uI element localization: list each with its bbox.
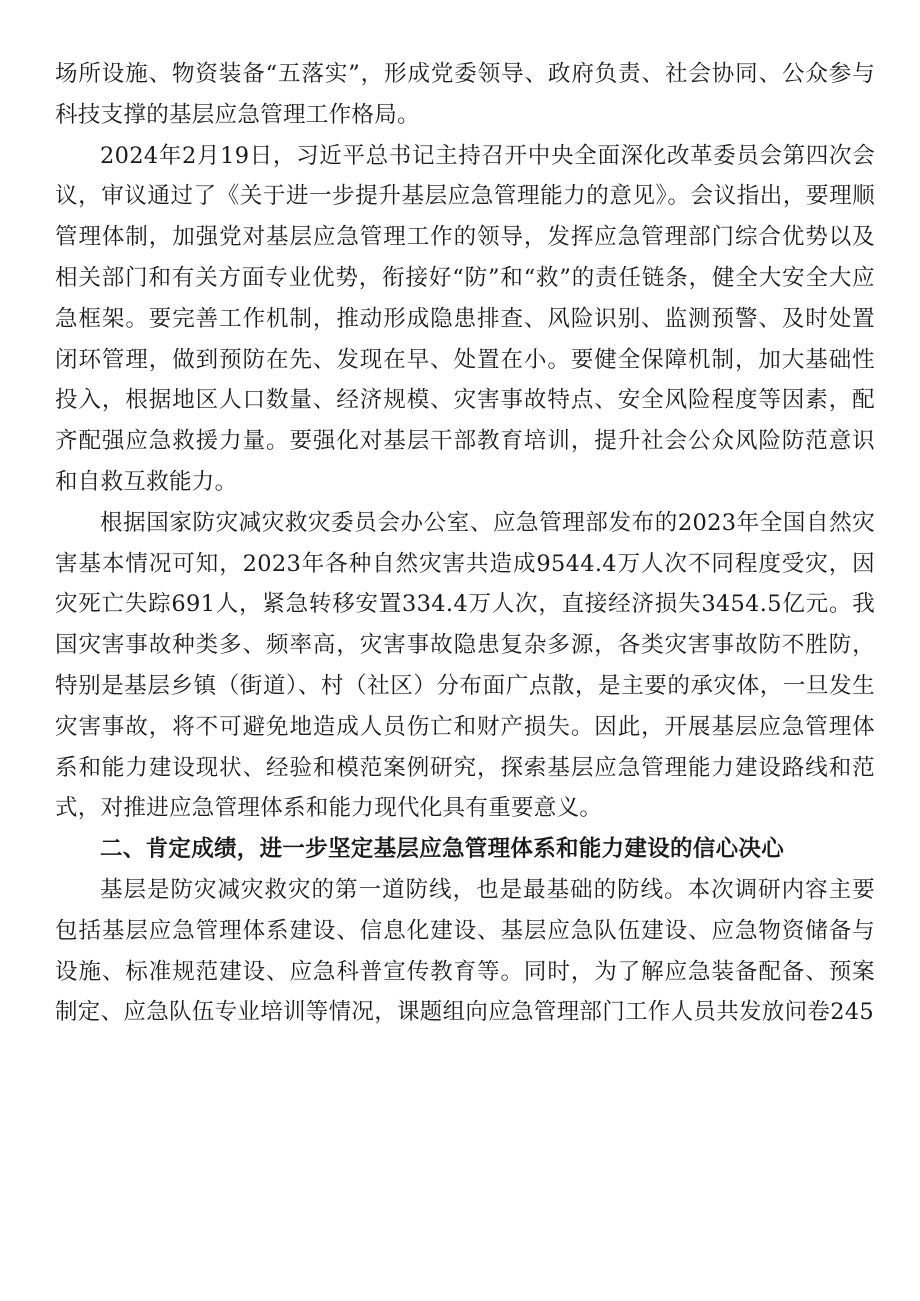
paragraph-meeting: 2024年2月19日，习近平总书记主持召开中央全面深化改革委员会第四次会议，审议通过了《关于进一步提升基层应急管理能力的意见》。会议指出，要理顺管理体制，加强党对基层应急管理工作的领导，发挥应急管理部门综合优势以及相关部门和有关方面专业优势，衔接好“防”和“救”的责任链条，健全大安全大应急框架。要完善工作机制，推动形成隐患排查、风险识别、监测预警、及时处置闭环管理，做到预防在先、发现在早、处置在小。要健全保障机制，加大基础性投入，根据地区人口数量、经济规模、灾害事故特点、安全风险程度等因素，配齐配强应急救援力量。要强化对基层干部教育培训，提升社会公众风险防范意识和自救互救能力。 <box>55 142 875 495</box>
document-page <box>55 54 875 1033</box>
paragraph-survey: 基层是防灾减灾救灾的第一道防线，也是最基础的防线。本次调研内容主要包括基层应急管理体系建设、信息化建设、基层应急队伍建设、应急物资储备与设施、标准规范建设、应急科普宣传教育等。同时，为了解应急装备配备、预案制定、应急队伍专业培训等情况，课题组向应急管理部门工作人员共发放问卷245 <box>55 876 875 1026</box>
paragraph-continuation: 场所设施、物资装备“五落实”，形成党委领导、政府负责、社会协同、公众参与科技支撑的基层应急管理工作格局。 <box>55 61 875 128</box>
section-heading: 二、肯定成绩，进一步坚定基层应急管理体系和能力建设的信心决心 <box>100 836 785 863</box>
paragraph-disaster-stats: 根据国家防灾减灾救灾委员会办公室、应急管理部发布的2023年全国自然灾害基本情况可知，2023年各种自然灾害共造成9544.4万人次不同程度受灾，因灾死亡失踪691人，紧急转移安置334.4万人次，直接经济损失3454.5亿元。我国灾害事故种类多、频率高，灾害事故隐患复杂多源，各类灾害事故防不胜防，特别是基层乡镇（街道）、村（社区）分布面广点散，是主要的承灾体，一旦发生灾害事故，将不可避免地造成人员伤亡和财产损失。因此，开展基层应急管理体系和能力建设现状、经验和模范案例研究，探索基层应急管理能力建设路线和范式，对推进应急管理体系和能力现代化具有重要意义。 <box>55 509 875 822</box>
